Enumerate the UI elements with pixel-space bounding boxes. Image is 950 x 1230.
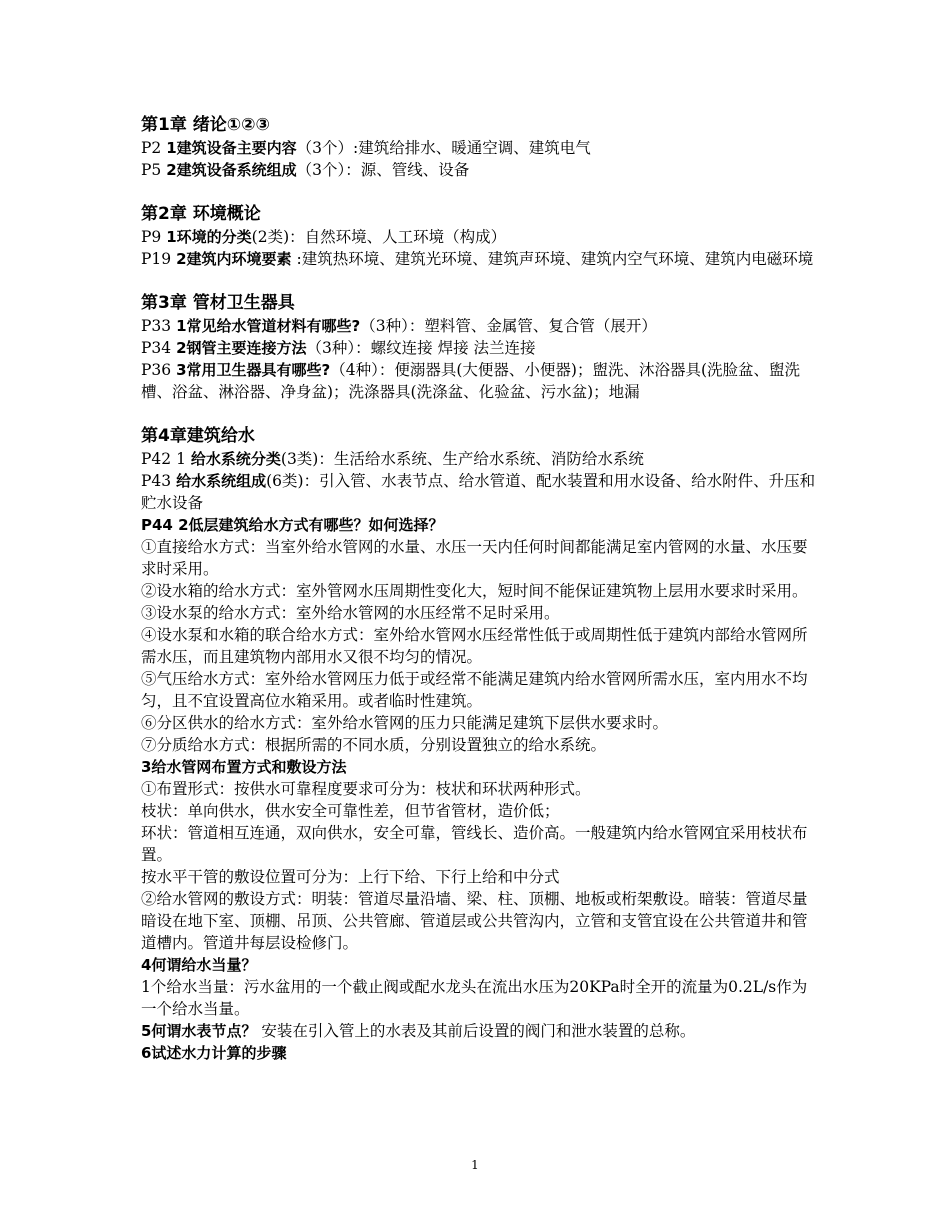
- text-paragraph: 环状：管道相互连通，双向供水，安全可靠，管线长、造价高。一般建筑内给水管网宜采用枝状布置。: [141, 824, 808, 864]
- bold-question: 5何谓水表节点？: [141, 1022, 257, 1040]
- text-paragraph: ①直接给水方式：当室外给水管网的水量、水压一天内任何时间都能满足室内管网的水量、水压要求时采用。: [141, 538, 808, 578]
- bold-term: 给水系统组成: [176, 472, 267, 490]
- page-ref: P5: [141, 161, 167, 179]
- line-text: (3类)：生活给水系统、生产给水系统、消防给水系统: [280, 450, 644, 468]
- spacer: [141, 181, 821, 203]
- line-text: （3个）:建筑给排水、暖通空调、建筑电气: [296, 139, 591, 157]
- page-ref: P19: [141, 250, 177, 268]
- text-paragraph: [141, 248, 821, 270]
- text-line: [141, 137, 821, 159]
- page-content: [141, 114, 821, 1064]
- bold-term: 给水系统分类: [190, 450, 281, 468]
- text-paragraph: ⑤气压给水方式：室外给水管网压力低于或经常不能满足建筑内给水管网所需水压，室内用水不均匀，且不宜设置高位水箱采用。或者临时性建筑。: [141, 670, 808, 710]
- bold-term: 1环境的分类: [166, 228, 252, 246]
- bold-question: 4何谓给水当量？: [141, 956, 257, 974]
- text-line: [141, 315, 821, 337]
- text-line: [141, 226, 821, 248]
- chapter-1-title: 第1章 绪论①②③: [141, 115, 270, 135]
- page-ref: P33: [141, 317, 177, 335]
- chapter-4-title: 第4章建筑给水: [141, 426, 255, 446]
- text-paragraph: [141, 1020, 821, 1042]
- page-ref: P2: [141, 139, 167, 157]
- text-paragraph: 枝状：单向供水，供水安全可靠性差，但节省管材，造价低；: [141, 802, 560, 820]
- spacer: [141, 403, 821, 425]
- text-paragraph: [141, 470, 821, 514]
- question-line: [141, 954, 821, 976]
- bold-term: 2建筑设备系统组成: [166, 161, 297, 179]
- text-line: [141, 448, 821, 470]
- bold-question: 3给水管网布置方式和敷设方法: [141, 758, 347, 776]
- text-paragraph: 1个给水当量：污水盆用的一个截止阀或配水龙头在流出水压为20KPa时全开的流量为0.2L/s作为一个给水当量。: [141, 978, 808, 1018]
- spacer: [141, 270, 821, 292]
- line-text: 安装在引入管上的水表及其前后设置的阀门和泄水装置的总称。: [256, 1022, 696, 1040]
- text-paragraph: 按水平干管的敷设位置可分为：上行下给、下行上给和中分式: [141, 868, 560, 886]
- line-text: (6类)：引入管、水表节点、给水管道、配水装置和用水设备、给水附件、升压和贮水设备: [141, 472, 816, 512]
- bold-term: 2钢管主要连接方法: [176, 339, 307, 357]
- bold-question: 6试述水力计算的步骤: [141, 1044, 287, 1062]
- text-paragraph: [141, 359, 821, 403]
- question-line: [141, 514, 821, 536]
- question-line: [141, 756, 821, 778]
- text-paragraph: ⑦分质给水方式：根据所需的不同水质，分别设置独立的给水系统。: [141, 736, 607, 754]
- page-ref: P43: [141, 472, 177, 490]
- line-text: （3种）：螺纹连接 焊接 法兰连接: [306, 339, 536, 357]
- page-ref: P9: [141, 228, 167, 246]
- text-paragraph: ⑥分区供水的给水方式：室外给水管网的压力只能满足建筑下层供水要求时。: [141, 714, 669, 732]
- bold-term: 3常用卫生器具有哪些?: [176, 361, 331, 379]
- bold-term: 2建筑内环境要素: [176, 250, 292, 268]
- bold-question: P44 2低层建筑给水方式有哪些？如何选择？: [141, 516, 444, 534]
- text-paragraph: ①布置形式：按供水可靠程度要求可分为：枝状和环状两种形式。: [141, 780, 591, 798]
- page-number: 1: [471, 1158, 479, 1172]
- page-ref: P34: [141, 339, 177, 357]
- line-text: （3个）：源、管线、设备: [296, 161, 470, 179]
- line-text: (2类)：自然环境、人工环境（构成）: [251, 228, 507, 246]
- chapter-3-title: 第3章 管材卫生器具: [141, 293, 295, 313]
- bold-term: 1建筑设备主要内容: [166, 139, 297, 157]
- page-ref: P42 1: [141, 450, 191, 468]
- text-line: [141, 159, 821, 181]
- text-paragraph: ②给水管网的敷设方式：明装：管道尽量沿墙、梁、柱、顶棚、地板或桁架敷设。暗装：管道尽量暗设在地下室、顶棚、吊顶、公共管廊、管道层或公共管沟内，立管和支管宜设在公共管道井和管道槽内。管道井每层设检修门。: [141, 890, 808, 952]
- text-line: [141, 337, 821, 359]
- text-paragraph: ④设水泵和水箱的联合给水方式：室外给水管网水压经常性低于或周期性低于建筑内部给水管网所需水压，而且建筑物内部用水又很不均匀的情况。: [141, 626, 808, 666]
- page-ref: P36: [141, 361, 177, 379]
- question-line: [141, 1042, 821, 1064]
- chapter-2-title: 第2章 环境概论: [141, 204, 261, 224]
- bold-term: 1常见给水管道材料有哪些?: [176, 317, 361, 335]
- text-paragraph: ③设水泵的给水方式：室外给水管网的水压经常不足时采用。: [141, 604, 560, 622]
- line-text: （3种）：塑料管、金属管、复合管（展开）: [360, 317, 657, 335]
- line-text: :建筑热环境、建筑光环境、建筑声环境、建筑内空气环境、建筑内电磁环境: [291, 250, 814, 268]
- text-paragraph: ②设水箱的给水方式：室外管网水压周期性变化大，短时间不能保证建筑物上层用水要求时采用。: [141, 582, 808, 600]
- line-text: （4种）：便溺器具(大便器、小便器)；盥洗、沐浴器具(洗脸盆、盥洗槽、浴盆、淋浴器、净身盆)；洗涤器具(洗涤盆、化验盆、污水盆)；地漏: [141, 361, 800, 401]
